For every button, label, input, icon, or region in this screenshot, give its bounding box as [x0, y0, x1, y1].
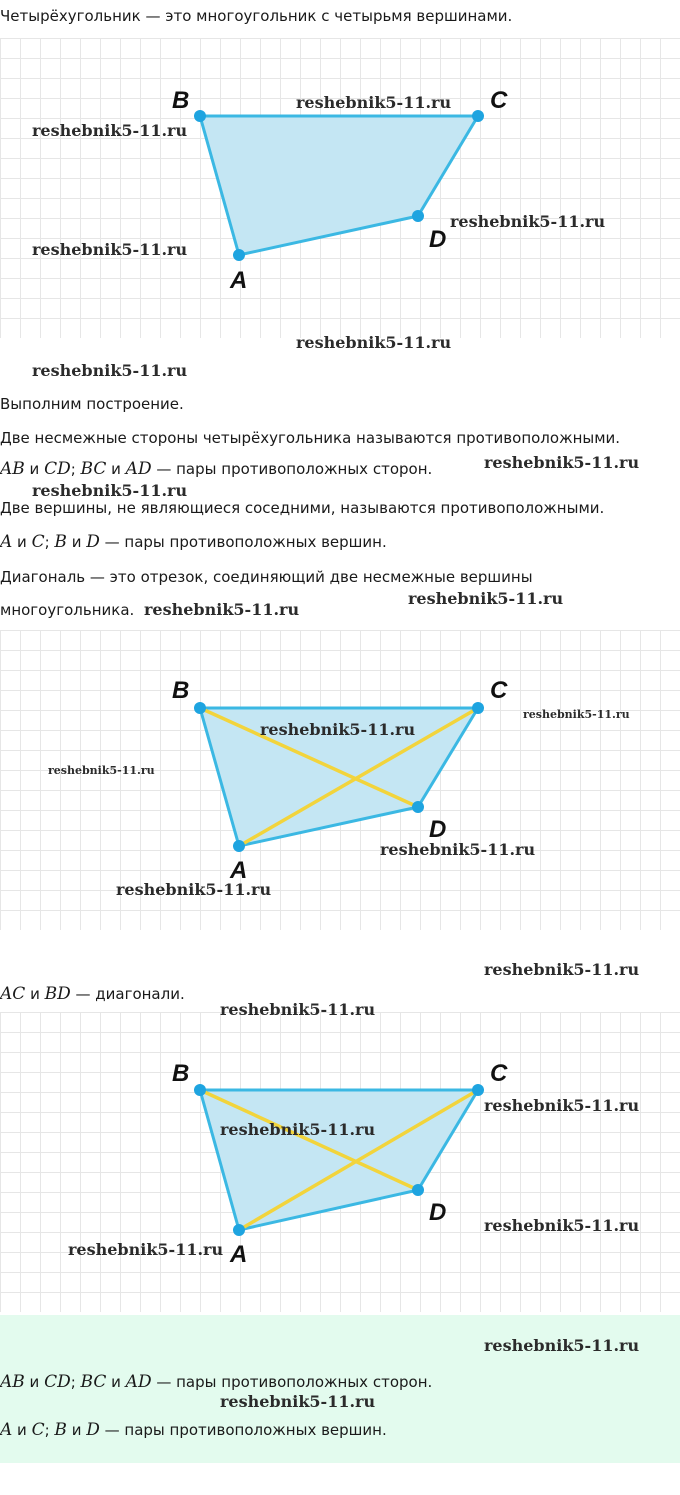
conj-text: и [66, 533, 87, 551]
separator-text: ; [70, 1373, 81, 1391]
vertex-b-ref: B [54, 532, 67, 552]
watermark: reshebnik5-11.ru [260, 720, 416, 739]
conj-text: и [24, 460, 45, 478]
watermark: reshebnik5-11.ru [408, 589, 564, 608]
sides-rest-text: — пары противоположных сторон. [151, 460, 433, 478]
conj-text: и [12, 1421, 32, 1439]
vertex-a-label: A [230, 1241, 248, 1268]
watermark: reshebnik5-11.ru [220, 1392, 376, 1411]
definition-diagonal-line2: многоугольника. [0, 601, 135, 619]
side-ab: AB [0, 1372, 25, 1392]
vertex-c-point [472, 110, 484, 122]
vertex-d-point [412, 210, 424, 222]
separator-text: ; [70, 460, 81, 478]
watermark: reshebnik5-11.ru [296, 333, 452, 352]
intro-text: Четырёхугольник — это многоугольник с четырьмя вершинами. [0, 7, 513, 25]
vertices-rest-text: — пары противоположных вершин. [99, 533, 387, 551]
side-bc: BC [80, 459, 107, 479]
watermark: reshebnik5-11.ru [484, 1096, 640, 1115]
answer-sides-pairs [0, 1372, 432, 1392]
diagonals-rest-text: — диагонали. [70, 985, 185, 1003]
watermark: reshebnik5-11.ru [484, 960, 640, 979]
watermark: reshebnik5-11.ru [450, 212, 606, 231]
vertex-c-label: C [490, 1060, 508, 1087]
watermark: reshebnik5-11.ru [32, 481, 188, 500]
watermark: reshebnik5-11.ru [68, 1240, 224, 1259]
vertex-a-label: A [230, 857, 248, 884]
watermark: reshebnik5-11.ru [32, 121, 188, 140]
vertex-d-label: D [429, 816, 447, 843]
vertex-c-point [472, 1084, 484, 1096]
separator-text: ; [44, 533, 55, 551]
diagonal-bd-ref: BD [44, 984, 71, 1004]
vertex-b-label: B [172, 677, 190, 704]
vertex-d-ref: D [86, 1420, 100, 1440]
side-cd: CD [44, 459, 71, 479]
vertices-rest-text: — пары противоположных вершин. [99, 1421, 387, 1439]
vertex-b-ref: B [54, 1420, 67, 1440]
vertex-a-ref: A [0, 532, 13, 552]
vertex-c-label: C [490, 87, 508, 114]
vertex-d-point [412, 1184, 424, 1196]
definition-diagonal-line1: Диагональ — это отрезок, соединяющий две несмежные вершины [0, 568, 533, 586]
watermark: reshebnik5-11.ru [380, 840, 536, 859]
figure-final [0, 1012, 680, 1312]
watermark: reshebnik5-11.ru [144, 600, 300, 619]
diagonal-ac-ref: AC [0, 984, 26, 1004]
conj-text: и [24, 1373, 45, 1391]
watermark: reshebnik5-11.ru [32, 361, 188, 380]
vertex-b-point [194, 1084, 206, 1096]
step-text: Выполним построение. [0, 395, 184, 413]
vertex-a-point [233, 1224, 245, 1236]
vertex-b-label: B [172, 87, 190, 114]
definition-opposite-sides: Две несмежные стороны четырёхугольника называются противоположными. [0, 429, 621, 447]
vertex-c-ref: C [31, 1420, 45, 1440]
vertex-b-point [194, 702, 206, 714]
vertex-a-label: A [230, 267, 248, 294]
watermark: reshebnik5-11.ru [116, 880, 272, 899]
watermark: reshebnik5-11.ru [484, 453, 640, 472]
vertex-c-label: C [490, 677, 508, 704]
vertex-a-point [233, 840, 245, 852]
side-ab: AB [0, 459, 25, 479]
vertex-b-point [194, 110, 206, 122]
side-cd: CD [44, 1372, 71, 1392]
vertex-a-ref: A [0, 1420, 13, 1440]
separator-text: ; [44, 1421, 55, 1439]
watermark: reshebnik5-11.ru [220, 1000, 376, 1019]
side-ad: AD [125, 459, 152, 479]
watermark: reshebnik5-11.ru [523, 708, 630, 721]
figure-diagonals [0, 630, 680, 930]
vertex-a-point [233, 249, 245, 261]
opposite-sides-pairs [0, 459, 432, 479]
conj-text: и [12, 533, 32, 551]
vertex-d-label: D [429, 1199, 447, 1226]
watermark: reshebnik5-11.ru [484, 1216, 640, 1235]
opposite-vertices-pairs [0, 532, 387, 552]
quadrilateral-svg [0, 38, 680, 338]
side-bc: BC [80, 1372, 107, 1392]
sides-rest-text: — пары противоположных сторон. [151, 1373, 433, 1391]
conj-text: и [106, 460, 126, 478]
diagonals-text [0, 984, 185, 1004]
watermark: reshebnik5-11.ru [220, 1120, 376, 1139]
conj-text: и [66, 1421, 87, 1439]
vertex-c-ref: C [31, 532, 45, 552]
conj-text: и [106, 1373, 126, 1391]
vertex-d-label: D [429, 226, 447, 253]
answer-vertices-pairs [0, 1420, 387, 1440]
vertex-d-ref: D [86, 532, 100, 552]
figure-quadrilateral [0, 38, 680, 338]
watermark: reshebnik5-11.ru [32, 240, 188, 259]
side-ad: AD [125, 1372, 152, 1392]
vertex-d-point [412, 801, 424, 813]
vertex-c-point [472, 702, 484, 714]
vertex-b-label: B [172, 1060, 190, 1087]
final-svg [0, 1012, 680, 1312]
definition-opposite-vertices: Две вершины, не являющиеся соседними, называются противоположными. [0, 499, 605, 517]
conj-text: и [25, 985, 45, 1003]
watermark: reshebnik5-11.ru [48, 764, 155, 777]
watermark: reshebnik5-11.ru [484, 1336, 640, 1355]
watermark: reshebnik5-11.ru [296, 93, 452, 112]
diagonals-svg [0, 630, 680, 930]
